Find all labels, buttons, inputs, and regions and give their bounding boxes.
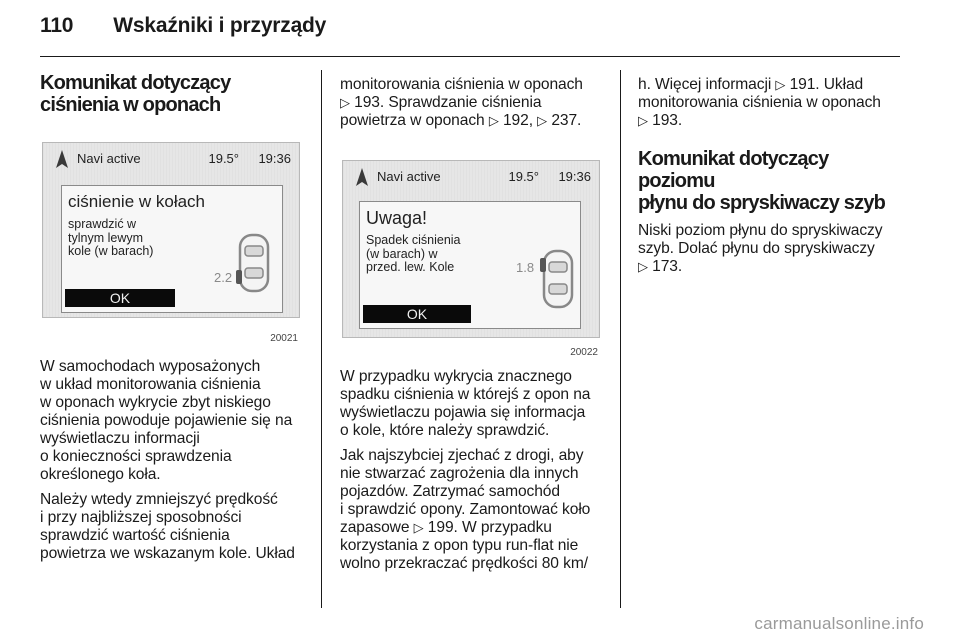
reference-arrow-icon: ▷ <box>340 95 350 110</box>
reference-arrow-icon: ▷ <box>488 113 499 128</box>
paragraph: monitorowania ciśnienia w oponach ▷ 193. Sprawdzanie ciśnienia powietrza w oponach ▷ 192, ▷ 237. <box>340 76 583 129</box>
page-number: 110 <box>40 14 74 37</box>
temperature: 19.5° <box>508 169 539 184</box>
page-header <box>40 14 326 48</box>
page-reference[interactable]: ▷ 193 <box>638 112 678 129</box>
display-screen <box>342 160 600 338</box>
dialog-title: Uwaga! <box>366 208 428 228</box>
figure-id: 20022 <box>570 347 598 358</box>
display-screen <box>42 142 300 318</box>
column-divider <box>321 70 322 608</box>
reference-arrow-icon: ▷ <box>638 113 648 128</box>
page-reference[interactable]: ▷ 193 <box>340 94 380 111</box>
figure-pressure-drop <box>340 144 602 358</box>
ok-button[interactable]: OK <box>363 305 471 323</box>
reference-arrow-icon: ▷ <box>537 113 548 128</box>
ok-button[interactable]: OK <box>65 289 175 307</box>
page-reference[interactable]: ▷ 199 <box>413 519 454 536</box>
navigation-arrow-icon <box>55 149 69 169</box>
section-heading: Komunikat dotyczący ciśnienia w oponach <box>40 72 231 116</box>
reference-arrow-icon: ▷ <box>775 77 786 92</box>
reference-arrow-icon: ▷ <box>638 259 648 274</box>
page-reference[interactable]: ▷ 237 <box>537 112 578 129</box>
navi-status: Navi active <box>77 151 141 166</box>
display-topbar <box>43 143 299 175</box>
paragraph: Należy wtedy zmniejszyć prędkość i przy najbliższej sposobności sprawdzić wartość ciśnienia powietrza we wskazanym kole. Układ <box>40 491 295 562</box>
tire-pressure-value: 2.2 <box>214 270 233 285</box>
paragraph: Jak najszybciej zjechać z drogi, aby nie stwarzać zagrożenia dla innych pojazdów. Zatrzymać samochód i sprawdzić opony. Zamontować koło zapasowe ▷ 199. W przypadku korzystania z opon typu run-flat nie wolno przekraczać prędkości 80 km/ <box>340 447 591 572</box>
paragraph: W przypadku wykrycia znacznego spadku ciśnienia w którejś z opon na wyświetlaczu pojawia się informacja o kole, które należy sprawdzić. <box>340 368 591 439</box>
dialog-message: sprawdzić w tylnym lewym kole (w barach) <box>68 217 154 258</box>
header-rule <box>40 56 900 57</box>
clock: 19:36 <box>558 169 591 184</box>
clock: 19:36 <box>258 151 291 166</box>
display-topbar <box>343 161 599 193</box>
paragraph: Niski poziom płynu do spryskiwaczy szyb. Dolać płynu do spryskiwaczy ▷ 173. <box>638 222 883 275</box>
reference-arrow-icon: ▷ <box>413 520 424 535</box>
column-1 <box>40 72 310 563</box>
navi-status: Navi active <box>377 169 441 184</box>
tire-pressure-value: 1.8 <box>516 260 535 275</box>
page-reference[interactable]: ▷ 192 <box>488 112 529 129</box>
dialog-message: Spadek ciśnienia (w barach) w przed. lew. Kole <box>366 233 461 274</box>
column-3 <box>638 76 906 276</box>
car-top-view-icon <box>236 232 272 294</box>
page-reference[interactable]: ▷ 173 <box>638 258 678 275</box>
page-reference[interactable]: ▷ 191 <box>775 76 816 93</box>
dialog-title: ciśnienie w kołach <box>68 192 206 211</box>
figure-id: 20021 <box>270 333 298 344</box>
column-2 <box>340 76 610 573</box>
navigation-arrow-icon <box>355 167 369 187</box>
chapter-title: Wskaźniki i przyrządy <box>113 14 327 37</box>
temperature: 19.5° <box>208 151 239 166</box>
section-heading: Komunikat dotyczący poziomu płynu do spryskiwaczy szyb <box>638 148 886 214</box>
column-divider <box>620 70 621 608</box>
paragraph: W samochodach wyposażonych w układ monitorowania ciśnienia w oponach wykrycie zbyt niskiego ciśnienia powoduje pojawienie się na wyświetlaczu informacji o konieczności sprawdzenia określonego koła. <box>40 358 293 483</box>
figure-tire-pressure <box>40 130 302 344</box>
car-top-view-icon <box>540 248 576 310</box>
watermark: carmanualsonline.info <box>754 614 924 633</box>
paragraph: h. Więcej informacji ▷ 191. Układ monitorowania ciśnienia w oponach ▷ 193. <box>638 76 881 129</box>
